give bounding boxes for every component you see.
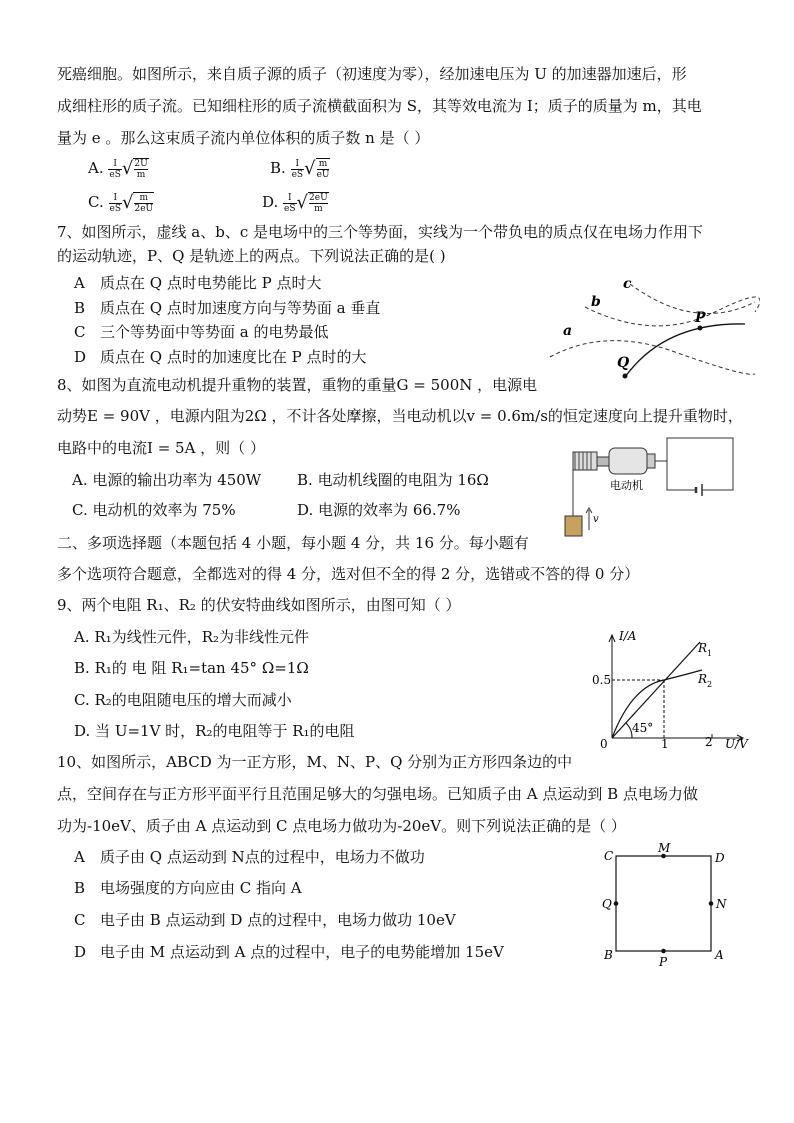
q8-line3: 电路中的电流I = 5A ，则（ ） bbox=[57, 439, 265, 457]
q6-option-c-letter: C. bbox=[88, 193, 104, 211]
motor-label: 电动机 bbox=[610, 479, 643, 492]
origin-label: 0 bbox=[600, 737, 608, 751]
q6-option-a[interactable]: A. $\frac{I}{eS}$ √ $\frac{2U}{m}$ bbox=[88, 158, 148, 180]
label-p: P bbox=[659, 955, 668, 968]
label-d: D bbox=[715, 851, 725, 865]
label-n: N bbox=[716, 897, 727, 911]
point-q bbox=[614, 901, 619, 906]
q8-line2: 动势E = 90V ，电源内阻为2Ω ，不计各处摩擦，当电动机以v = 0.6m/s的恒定速度向上提升重物时， bbox=[57, 407, 743, 425]
q8-option-c[interactable]: C. 电动机的效率为 75% bbox=[72, 501, 236, 519]
q8-option-d[interactable]: D. 电源的效率为 66.7% bbox=[297, 501, 461, 519]
equipotential-a bbox=[550, 341, 755, 375]
label-a: A bbox=[715, 948, 724, 962]
q6-option-d[interactable]: D. $\frac{I}{eS}$ √ $\frac{2eU}{m}$ bbox=[262, 192, 328, 214]
y-tick-label: 0.5 bbox=[592, 673, 612, 687]
label-b: B bbox=[604, 948, 613, 962]
r1-label-sub: 1 bbox=[707, 649, 713, 658]
r1-line bbox=[612, 642, 700, 738]
q9-line1: 9、两个电阻 R₁、R₂ 的伏安特曲线如图所示，由图可知（ ） bbox=[57, 596, 461, 614]
motor-icon bbox=[609, 448, 647, 474]
angle-label: 45° bbox=[632, 721, 654, 735]
q10-line2: 点，空间存在与正方形平面平行且范围足够大的匀强电场。已知质子由 A 点运动到 B 点电场力做 bbox=[57, 785, 698, 803]
q6-option-a-frac: $\frac{I}{eS}$ bbox=[109, 158, 121, 180]
point-p bbox=[661, 949, 666, 954]
q10-square-figure bbox=[598, 840, 733, 968]
q9-option-b[interactable]: B. R₁的 电 阻 R₁=tan 45° Ω=1Ω bbox=[74, 659, 309, 677]
q10-line3: 功为-10eV、质子由 A 点运动到 C 点电场力做功为-20eV。则下列说法正确的是（ ） bbox=[57, 817, 626, 835]
q9-iv-chart bbox=[592, 628, 752, 753]
label-p: P bbox=[695, 310, 706, 326]
equipotential-b bbox=[585, 297, 760, 326]
q6-option-d-letter: D. bbox=[262, 193, 279, 211]
point-q bbox=[623, 374, 628, 379]
q6-line2: 成细柱形的质子流。已知细柱形的质子流横截面积为 S，其等效电流为 I；质子的质量为 m，其电 bbox=[57, 97, 702, 115]
drum bbox=[573, 452, 597, 470]
point-n bbox=[709, 901, 714, 906]
q7-line2: 的运动轨迹，P、Q 是轨迹上的两点。下列说法正确的是( ) bbox=[57, 247, 446, 265]
x-tick-label-2: 2 bbox=[705, 735, 713, 749]
shaft bbox=[597, 457, 609, 466]
q9-option-a[interactable]: A. R₁为线性元件，R₂为非线性元件 bbox=[74, 628, 310, 646]
q6-line3: 量为 e 。那么这束质子流内单位体积的质子数 n 是（ ） bbox=[57, 129, 430, 147]
q6-option-c[interactable]: C. $\frac{I}{eS}$ √ $\frac{m}{2eU}$ bbox=[88, 192, 154, 214]
q8-line1: 8、如图为直流电动机提升重物的装置，重物的重量G = 500N ，电源电 bbox=[57, 376, 538, 394]
label-c: C bbox=[604, 849, 614, 863]
velocity-label: v bbox=[593, 514, 599, 525]
x-axis-label: U/V bbox=[725, 737, 748, 751]
label-b: b bbox=[591, 294, 601, 310]
q8-option-a[interactable]: A. 电源的输出功率为 450W bbox=[72, 471, 262, 489]
label-a: a bbox=[563, 323, 573, 339]
q6-option-b-letter: B. bbox=[270, 159, 286, 177]
q6-option-a-letter: A. bbox=[88, 159, 104, 177]
q7-equipotential-figure bbox=[545, 272, 760, 382]
label-q: Q bbox=[617, 355, 630, 371]
q10-option-d[interactable]: D 电子由 M 点运动到 A 点的过程中，电子的电势能增加 15eV bbox=[74, 943, 504, 961]
label-q: Q bbox=[602, 897, 612, 911]
q10-option-b[interactable]: B 电场强度的方向应由 C 指向 A bbox=[74, 879, 302, 897]
circuit-wire bbox=[655, 438, 733, 490]
q7-option-b[interactable]: B 质点在 Q 点时加速度方向与等势面 a 垂直 bbox=[74, 299, 381, 317]
equipotential-c bbox=[630, 284, 755, 314]
point-p bbox=[698, 326, 703, 331]
r2-label-sub: 2 bbox=[707, 680, 713, 689]
q9-option-c[interactable]: C. R₂的电阻随电压的增大而减小 bbox=[74, 691, 292, 709]
q6-line1: 死癌细胞。如图所示，来自质子源的质子（初速度为零），经加速电压为 U 的加速器加速后，形 bbox=[57, 65, 687, 83]
q7-option-a[interactable]: A 质点在 Q 点时电势能比 P 点时大 bbox=[74, 274, 322, 292]
square bbox=[616, 856, 711, 951]
section2-line2: 多个选项符合题意，全都选对的得 4 分，选对但不全的得 2 分，选错或不答的得 0 分） bbox=[57, 565, 640, 583]
q7-line1: 7、如图所示，虚线 a、b、c 是电场中的三个等势面，实线为一个带负电的质点仅在电场力作用下 bbox=[57, 223, 704, 241]
q10-option-a[interactable]: A 质子由 Q 点运动到 N点的过程中，电场力不做功 bbox=[74, 848, 425, 866]
q8-option-b[interactable]: B. 电动机线圈的电阻为 16Ω bbox=[297, 471, 489, 489]
weight-block bbox=[565, 516, 582, 536]
section2-line1: 二、多项选择题（本题包括 4 小题，每小题 4 分，共 16 分。每小题有 bbox=[57, 534, 529, 552]
q10-option-c[interactable]: C 电子由 B 点运动到 D 点的过程中，电场力做功 10eV bbox=[74, 911, 456, 929]
q9-option-d[interactable]: D. 当 U=1V 时，R₂的电阻等于 R₁的电阻 bbox=[74, 722, 355, 740]
r2-label: R bbox=[698, 672, 708, 686]
x-tick-label-1: 1 bbox=[661, 737, 669, 751]
label-m: M bbox=[658, 841, 671, 855]
q8-motor-figure bbox=[562, 434, 737, 538]
r1-label: R bbox=[698, 641, 708, 655]
q10-line1: 10、如图所示，ABCD 为一正方形，M、N、P、Q 分别为正方形四条边的中 bbox=[57, 753, 573, 771]
q7-option-c[interactable]: C 三个等势面中等势面 a 的电势最低 bbox=[74, 323, 329, 341]
y-axis-label: I/A bbox=[619, 629, 637, 643]
q7-option-d[interactable]: D 质点在 Q 点时的加速度比在 P 点时的大 bbox=[74, 348, 367, 366]
label-c: c bbox=[623, 276, 632, 292]
q6-option-b[interactable]: B. $\frac{I}{eS}$ √ $\frac{m}{eU}$ bbox=[270, 158, 330, 180]
